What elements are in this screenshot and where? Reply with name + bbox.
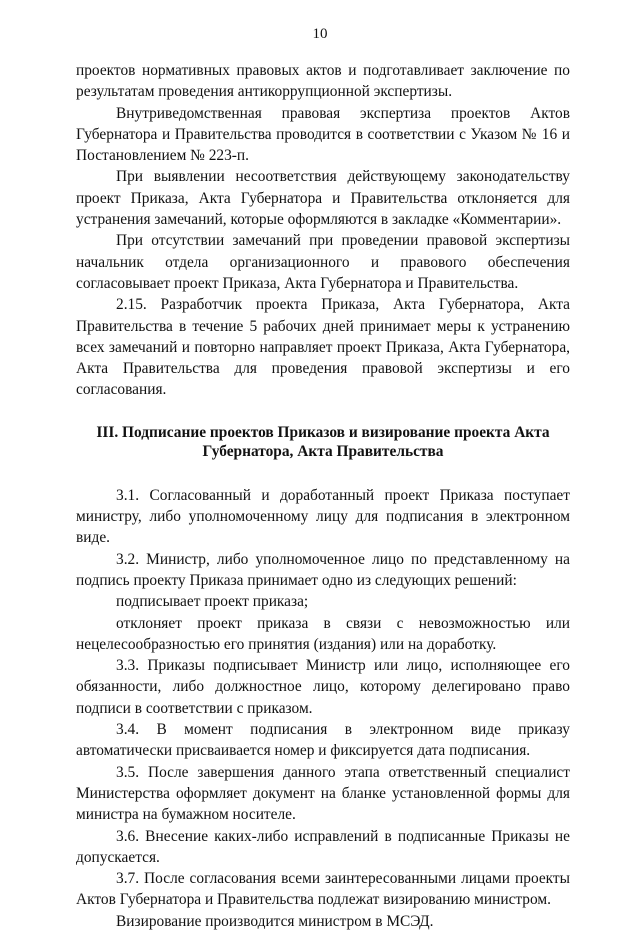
paragraph-3-5: 3.5. После завершения данного этапа ответственный специалист Министерства оформляет документ на бланке установленной формы для министра на бумажном носителе. (76, 763, 570, 824)
section-title (76, 423, 570, 461)
paragraph-nonconformity: При выявлении несоответствия действующему законодательству проект Приказа, Акта Губернатора и Правительства отклоняется для устранения замечаний, которые оформляются в закладке «Комментарии». (76, 168, 570, 229)
paragraph-3-4: 3.4. В момент подписания в электронном виде приказу автоматически присваивается номер и фиксируется дата подписания. (76, 721, 570, 760)
paragraph-rejects: отклоняет проект приказа в связи с невозможностью или нецелесообразностью его принятия (издания) или на доработку. (76, 614, 570, 653)
page-number: 10 (312, 26, 328, 42)
paragraph-3-7: 3.7. После согласования всеми заинтересованными лицами проекты Актов Губернатора и Правительства подлежат визированию министром. (76, 870, 570, 909)
document-body (76, 60, 570, 932)
section-title-line-1: III. Подписание проектов Приказов и визирование проекта Акта (96, 423, 550, 441)
paragraph-internal-expertise: Внутриведомственная правовая экспертиза проектов Актов Губернатора и Правительства проводится в соответствии с Указом № 16 и Постановлением № 223-п. (76, 104, 570, 165)
paragraph-3-3: 3.3. Приказы подписывает Министр или лицо, исполняющее его обязанности, либо должностное лицо, которому делегировано право подписи в соответствии с приказом. (76, 657, 570, 717)
paragraph-3-1: 3.1. Согласованный и доработанный проект Приказа поступает министру, либо уполномоченному лицу для подписания в электронном виде. (76, 486, 570, 547)
section-title-line-2: Губернатора, Акта Правительства (202, 442, 444, 460)
paragraph-2-15: 2.15. Разработчик проекта Приказа, Акта Губернатора, Акта Правительства в течение 5 рабочих дней принимает меры к устранению всех замечаний и повторно направляет проект Приказа, Акта Губернатора, Акта Правительства для проведения правовой экспертизы и его согласования. (76, 296, 570, 399)
paragraph-signs: подписывает проект приказа; (116, 593, 309, 611)
paragraph-no-remarks: При отсутствии замечаний при проведении правовой экспертизы начальник отдела организационного и правового обеспечения согласовывает проект Приказа, Акта Губернатора и Правительства. (76, 232, 570, 292)
paragraph-continuation: проектов нормативных правовых актов и подготавливает заключение по результатам проведения антикоррупционной экспертизы. (76, 62, 570, 101)
paragraph-3-2: 3.2. Министр, либо уполномоченное лицо по представленному на подпись проекту Приказа принимает одно из следующих решений: (76, 550, 570, 589)
paragraph-3-6: 3.6. Внесение каких-либо исправлений в подписанные Приказы не допускается. (76, 827, 570, 866)
paragraph-visa: Визирование производится министром в МСЭД. (116, 912, 434, 930)
